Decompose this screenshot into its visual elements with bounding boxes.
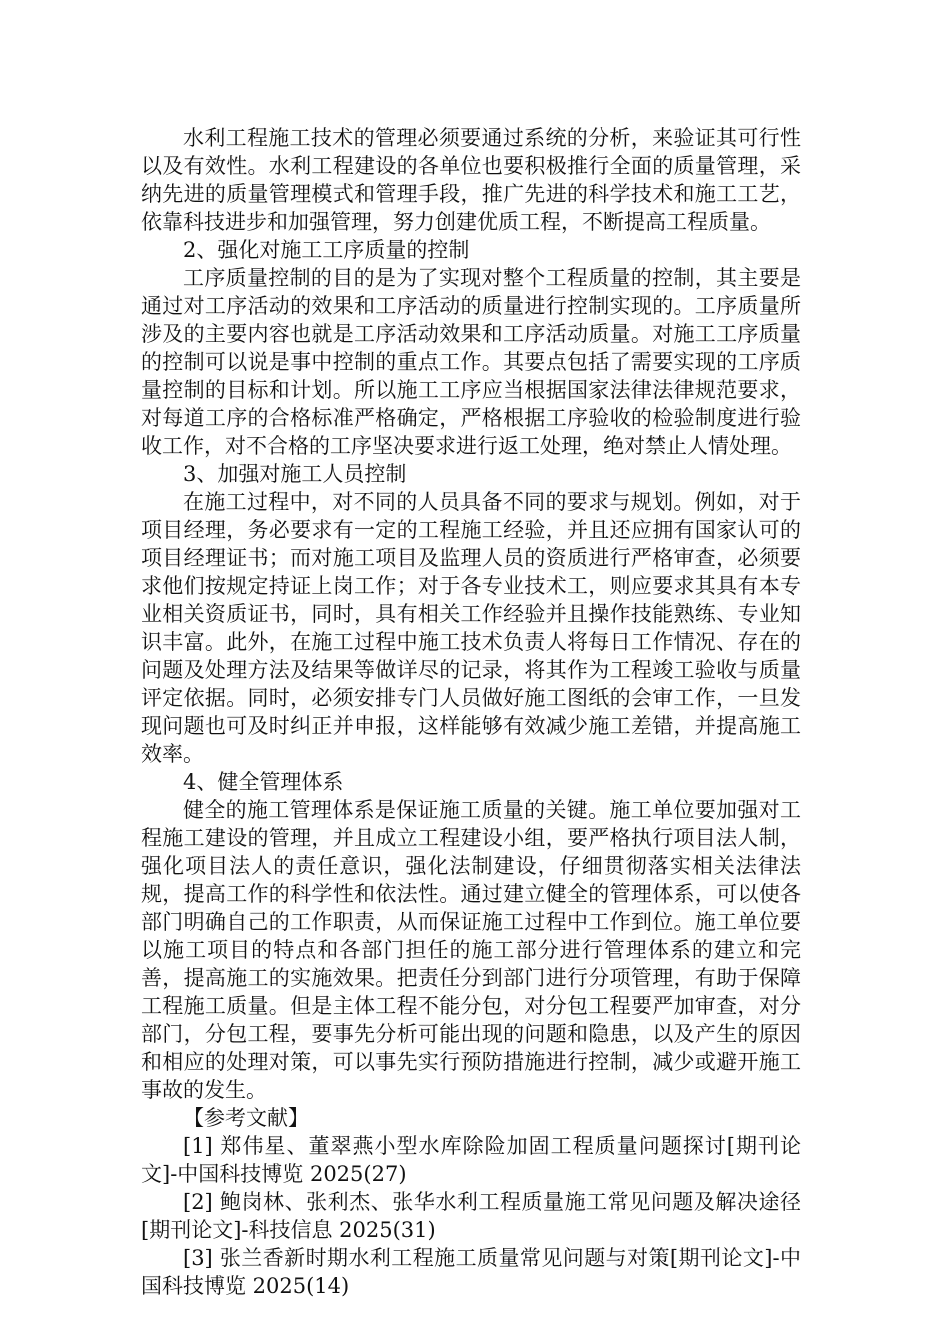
document-page (141, 124, 801, 1300)
paragraph-process-quality: 工序质量控制的目的是为了实现对整个工程质量的控制，其主要是通过对工序活动的效果和工序活动的质量进行控制实现的。工序质量所涉及的主要内容也就是工序活动效果和工序活动质量。对施工工序质量的控制可以说是事中控制的重点工作。其要点包括了需要实现的工序质量控制的目标和计划。所以施工工序应当根据国家法律法律规范要求，对每道工序的合格标准严格确定，严格根据工序验收的检验制度进行验收工作，对不合格的工序坚决要求进行返工处理，绝对禁止人情处理。 (141, 266, 801, 458)
reference-item-2: [2] 鲍岗林、张利杰、张华水利工程质量施工常见问题及解决途径[期刊论文]-科技信息 2025(31) (141, 1190, 801, 1242)
reference-item-3: [3] 张兰香新时期水利工程施工质量常见问题与对策[期刊论文]-中国科技博览 2025(14) (141, 1246, 801, 1298)
section-heading-2: 2、强化对施工工序质量的控制 (183, 238, 470, 262)
paragraph-intro: 水利工程施工技术的管理必须要通过系统的分析，来验证其可行性以及有效性。水利工程建设的各单位也要积极推行全面的质量管理，采纳先进的质量管理模式和管理手段，推广先进的科学技术和施工工艺，依靠科技进步和加强管理，努力创建优质工程，不断提高工程质量。 (141, 126, 801, 234)
paragraph-personnel-control: 在施工过程中，对不同的人员具备不同的要求与规划。例如，对于项目经理，务必要求有一定的工程施工经验，并且还应拥有国家认可的项目经理证书；而对施工项目及监理人员的资质进行严格审查，必须要求他们按规定持证上岗工作；对于各专业技术工，则应要求其具有本专业相关资质证书，同时，具有相关工作经验并且操作技能熟练、专业知识丰富。此外，在施工过程中施工技术负责人将每日工作情况、存在的问题及处理方法及结果等做详尽的记录，将其作为工程竣工验收与质量评定依据。同时，必须安排专门人员做好施工图纸的会审工作，一旦发现问题也可及时纠正并申报，这样能够有效减少施工差错，并提高施工效率。 (141, 490, 801, 766)
reference-item-1: [1] 郑伟星、董翠燕小型水库除险加固工程质量问题探讨[期刊论文]-中国科技博览 2025(27) (141, 1134, 801, 1186)
references-title: 【参考文献】 (183, 1106, 309, 1130)
section-heading-3: 3、加强对施工人员控制 (183, 462, 407, 486)
section-heading-4: 4、健全管理体系 (183, 770, 344, 794)
paragraph-management-system: 健全的施工管理体系是保证施工质量的关键。施工单位要加强对工程施工建设的管理，并且成立工程建设小组，要严格执行项目法人制，强化项目法人的责任意识，强化法制建设，仔细贯彻落实相关法律法规，提高工作的科学性和依法性。通过建立健全的管理体系，可以使各部门明确自己的工作职责，从而保证施工过程中工作到位。施工单位要以施工项目的特点和各部门担任的施工部分进行管理体系的建立和完善，提高施工的实施效果。把责任分到部门进行分项管理，有助于保障工程施工质量。但是主体工程不能分包，对分包工程要严加审查，对分部门，分包工程，要事先分析可能出现的问题和隐患，以及产生的原因和相应的处理对策，可以事先实行预防措施进行控制，减少或避开施工事故的发生。 (141, 798, 801, 1102)
